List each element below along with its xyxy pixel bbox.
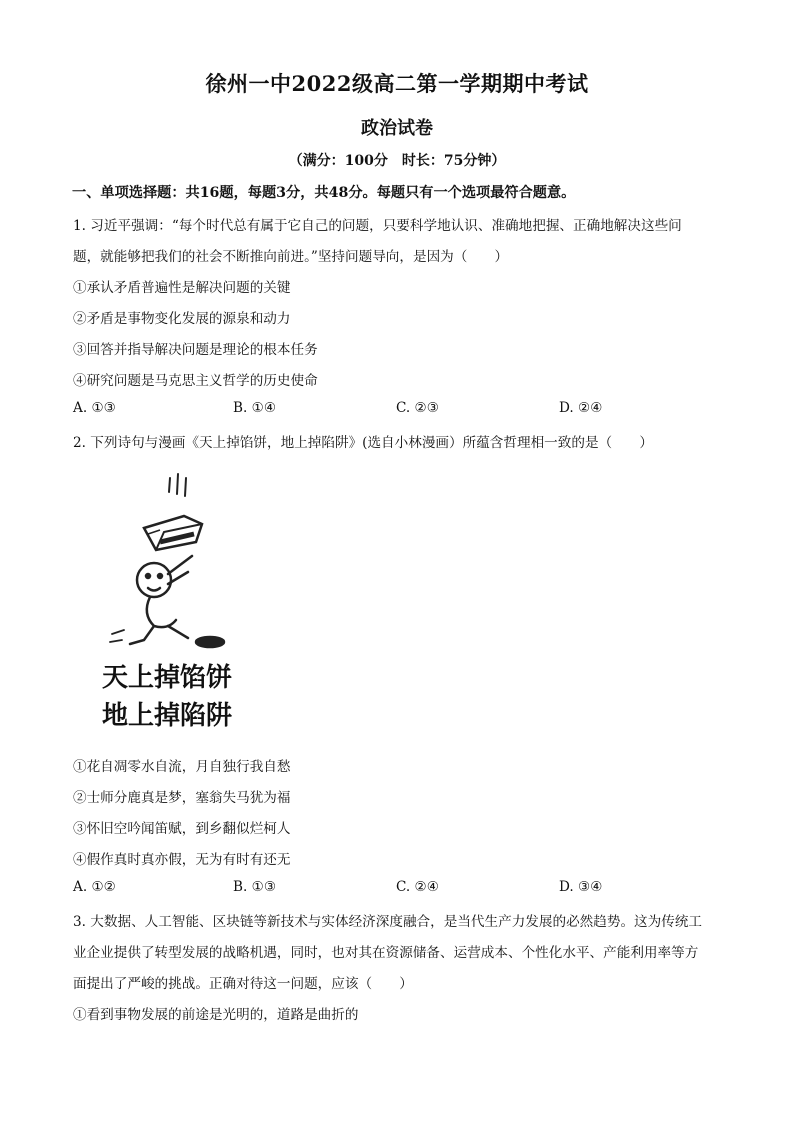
q2-item-2: ②士师分鹿真是梦，塞翁失马犹为福 [73,790,291,806]
q2-item-1: ①花自凋零水自流，月自独行我自愁 [73,759,291,775]
q1-option-c: C. ②③ [396,400,439,416]
pie-icon [144,516,202,550]
running-person-icon [110,556,224,647]
q2-option-c: C. ②④ [396,879,439,895]
comic-drawing [72,458,282,743]
q1-stem-line2: 题，就能够把我们的社会不断推向前进。”坚持问题导向，是因为（ ） [73,249,509,265]
q1-item-2: ②矛盾是事物变化发展的源泉和动力 [73,311,291,327]
exam-title: 徐州一中2022级高二第一学期期中考试 [205,71,589,96]
comic-caption-1: 天上掉馅饼 [102,663,233,693]
section-heading: 一、单项选择题：共16题，每题3分，共48分。每题只有一个选项最符合题意。 [72,185,576,201]
q1-item-1: ①承认矛盾普遍性是解决问题的关键 [73,280,291,296]
q3-stem-line1: 3. 大数据、人工智能、区块链等新技术与实体经济深度融合，是当代生产力发展的必然趋势。这为传统工 [73,914,703,930]
q1-option-d: D. ②④ [559,400,603,416]
motion-lines [169,474,186,496]
q2-option-d: D. ③④ [559,879,603,895]
q1-stem-line1: 1. 习近平强调：“每个时代总有属于它自己的问题，只要科学地认识、准确地把握、正确地解决这些问 [73,218,682,234]
q1-item-4: ④研究问题是马克思主义哲学的历史使命 [73,373,318,389]
q1-item-3: ③回答并指导解决问题是理论的根本任务 [73,342,318,358]
q2-stem-line1: 2. 下列诗句与漫画《天上掉馅饼，地上掉陷阱》(选自小林漫画）所蕴含哲理相一致的是（ ） [73,435,653,451]
comic-caption-2: 地上掉陷阱 [102,701,233,731]
comic-illustration [72,458,282,743]
q2-option-b: B. ①③ [233,879,277,895]
q1-option-b: B. ①④ [233,400,277,416]
q2-option-a: A. ①② [73,879,116,895]
q3-stem-line3: 面提出了严峻的挑战。正确对待这一问题，应该（ ） [73,976,413,992]
subject-title: 政治试卷 [361,118,433,139]
q2-item-4: ④假作真时真亦假，无为有时有还无 [73,852,291,868]
exam-meta: （满分：100分 时长：75分钟） [288,153,506,169]
q3-stem-line2: 业企业提供了转型发展的战略机遇，同时，也对其在资源储备、运营成本、个性化水平、产能利用率等方 [73,945,699,961]
q3-item-1: ①看到事物发展的前途是光明的，道路是曲折的 [73,1007,359,1023]
q2-item-3: ③怀旧空吟闻笛赋，到乡翻似烂柯人 [73,821,291,837]
q1-option-a: A. ①③ [73,400,116,416]
